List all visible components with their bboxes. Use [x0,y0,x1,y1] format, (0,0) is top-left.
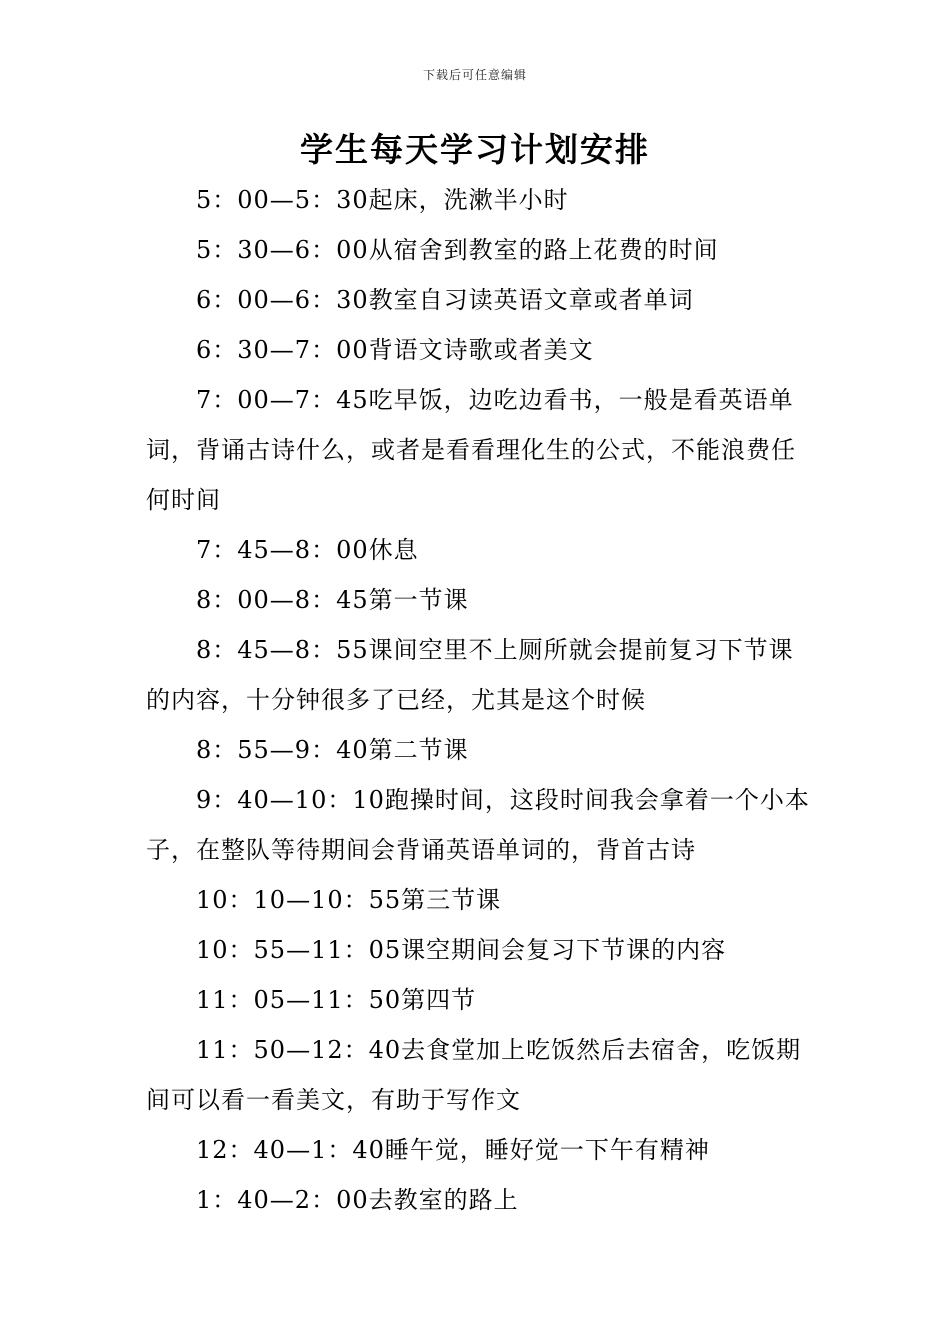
document-title: 学生每天学习计划安排 [300,130,650,169]
schedule-paragraph: 7：45—8：00休息 [196,536,419,564]
header-note: 下载后可任意编辑 [422,68,527,82]
schedule-paragraph: 5：00—5：30起床，洗漱半小时 [196,186,569,214]
schedule-paragraph: 10：10—10：55第三节课 [196,886,502,914]
schedule-paragraph: 11：50—12：40去食堂加上吃饭然后去宿舍，吃饭期间可以看一看美文，有助于写作文 [146,1036,802,1114]
schedule-paragraph: 9：40—10：10跑操时间，这段时间我会拿着一个小本子，在整队等待期间会背诵英语单词的，背首古诗 [146,786,810,864]
document-body [146,175,811,1225]
schedule-paragraph: 12：40—1：40睡午觉，睡好觉一下午有精神 [196,1136,710,1164]
schedule-paragraph: 11：05—11：50第四节 [196,986,477,1014]
schedule-paragraph: 6：30—7：00背语文诗歌或者美文 [196,336,594,364]
schedule-paragraph: 8：00—8：45第一节课 [196,586,469,614]
schedule-paragraph: 8：45—8：55课间空里不上厕所就会提前复习下节课的内容，十分钟很多了已经，尤其是这个时候 [146,636,794,714]
schedule-paragraph: 1：40—2：00去教室的路上 [196,1186,519,1214]
schedule-paragraph: 8：55—9：40第二节课 [196,736,469,764]
schedule-paragraph: 7：00—7：45吃早饭，边吃边看书，一般是看英语单词，背诵古诗什么，或者是看看理化生的公式，不能浪费任何时间 [146,386,796,514]
schedule-paragraph: 10：55—11：05课空期间会复习下节课的内容 [196,936,727,964]
schedule-paragraph: 5：30—6：00从宿舍到教室的路上花费的时间 [196,236,719,264]
schedule-paragraph: 6：00—6：30教室自习读英语文章或者单词 [196,286,694,314]
